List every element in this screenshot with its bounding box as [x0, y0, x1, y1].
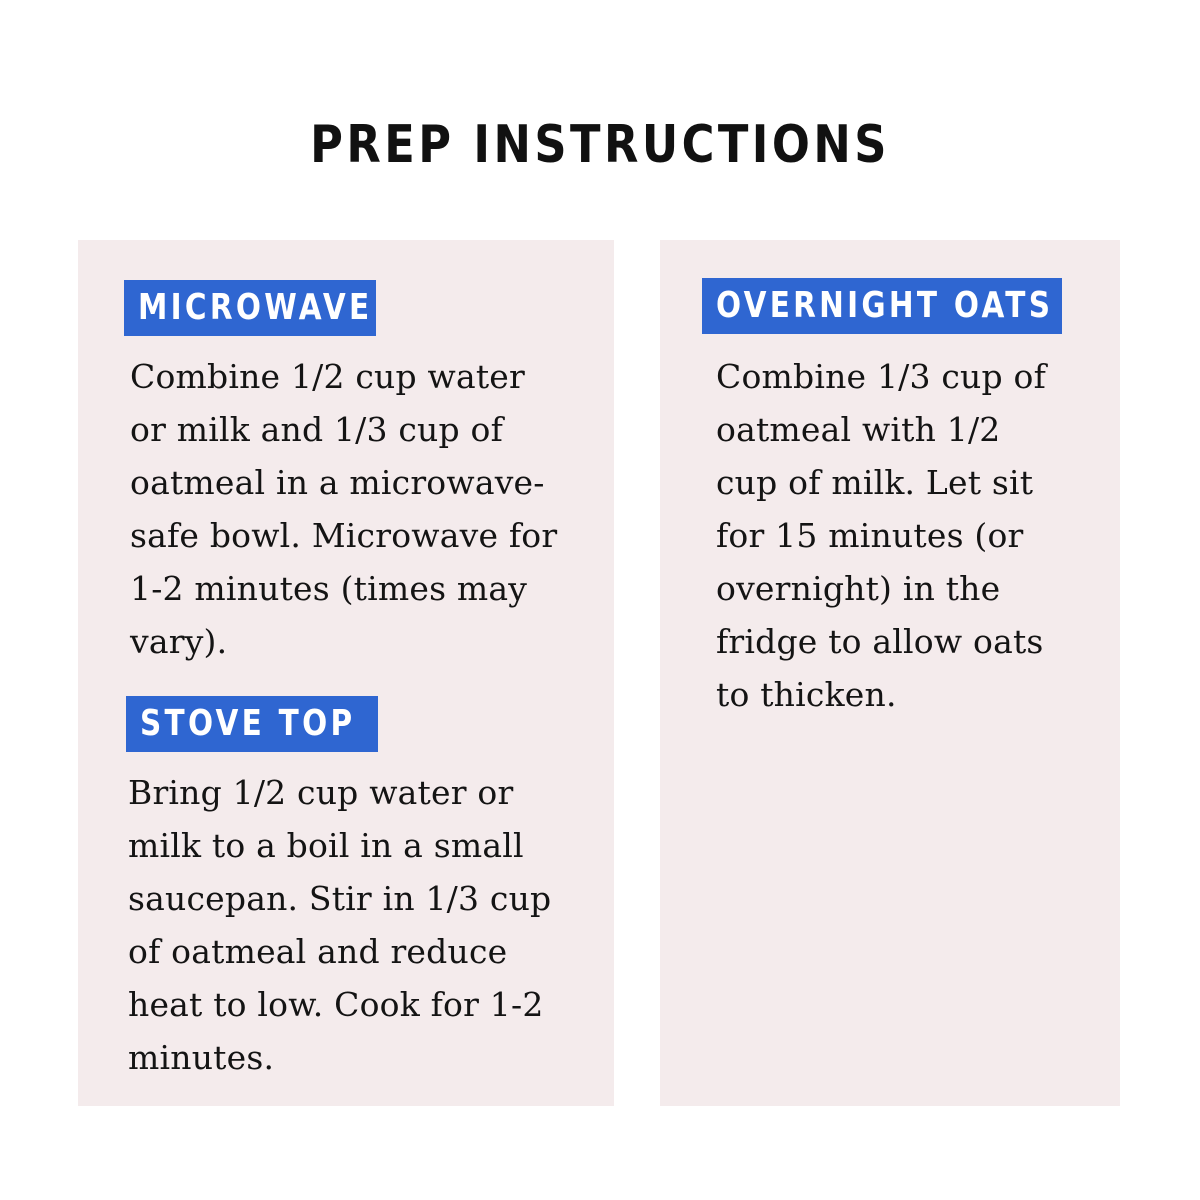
microwave-instructions: Combine 1/2 cup water or milk and 1/3 cup of oatmeal in a microwave- safe bowl. Microwave for 1-2 minutes (times may vary).: [130, 357, 558, 661]
stove-top-label-text: STOVE TOP: [140, 703, 356, 744]
stove-top-instructions: Bring 1/2 cup water or milk to a boil in a small saucepan. Stir in 1/3 cup of oatmeal and reduce heat to low. Cook for 1-2 minutes.: [128, 773, 552, 1077]
right-instructions-panel: [660, 240, 1120, 1106]
overnight-oats-label-text: OVERNIGHT OATS: [716, 285, 1054, 326]
page-title: PREP INSTRUCTIONS: [310, 115, 890, 175]
overnight-oats-label: [702, 278, 1062, 334]
microwave-label-text: MICROWAVE: [138, 287, 373, 328]
stove-top-label: [126, 696, 378, 752]
microwave-label: [124, 280, 376, 336]
left-instructions-panel: [78, 240, 614, 1106]
overnight-oats-instructions: Combine 1/3 cup of oatmeal with 1/2 cup of milk. Let sit for 15 minutes (or overnight) in the fridge to allow oats to thicken.: [716, 357, 1046, 714]
